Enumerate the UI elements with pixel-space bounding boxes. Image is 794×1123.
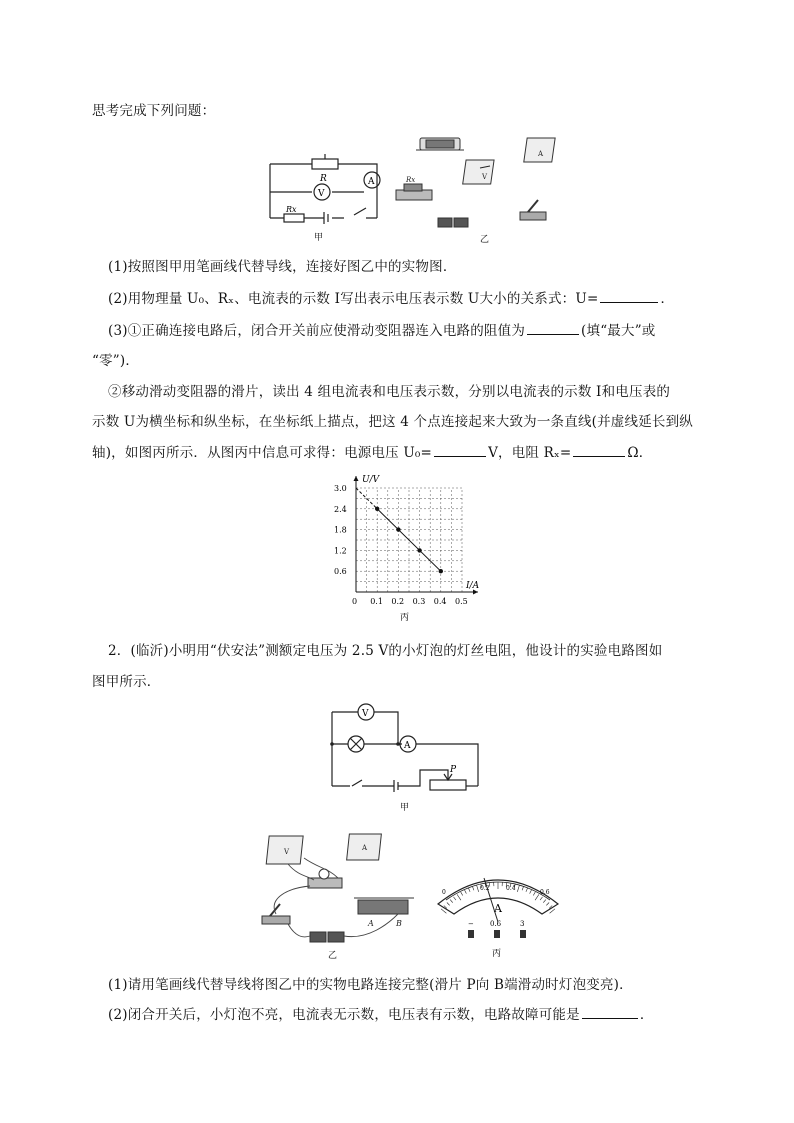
answer-blank-rx[interactable] xyxy=(573,444,625,457)
x-axis-label: I/A xyxy=(466,581,480,591)
dial-label-0-4: 0.4 xyxy=(506,885,516,892)
q1-part4c-end: Ω． xyxy=(627,445,653,461)
q1-part3a-text: (3)①正确连接电路后，闭合开关前应使滑动变阻器连入电路的阻值为 xyxy=(108,323,526,339)
svg-text:V: V xyxy=(482,173,488,181)
y-tick-label: 3.0 xyxy=(334,484,347,493)
resistor-r-label: R xyxy=(320,174,327,184)
y-axis-arrow xyxy=(354,476,359,481)
dial-tick xyxy=(550,909,555,913)
data-point xyxy=(439,569,443,573)
fig-yi-caption: 乙 xyxy=(480,235,490,244)
q1-part1: (1)按照图甲用笔画线代替导线，连接好图乙中的实物图． xyxy=(108,259,457,275)
y-tick-label: 1.2 xyxy=(334,546,347,556)
q2-voltmeter-label: V xyxy=(362,709,369,719)
q1-part2 xyxy=(108,290,674,308)
q1-part3b: “零”)． xyxy=(92,353,140,369)
svg-text:A: A xyxy=(538,150,544,158)
battery-icon xyxy=(438,218,468,227)
terminal-0-6: 0.6 xyxy=(490,920,502,928)
dial-unit: A xyxy=(494,902,502,915)
u-i-graph xyxy=(330,474,490,626)
bulb-icon xyxy=(308,869,342,888)
q2-fig-yi-caption: 乙 xyxy=(328,951,338,960)
q2-part2-text: (2)闭合开关后，小灯泡不亮，电流表无示数，电压表有示数，电路故障可能是 xyxy=(108,1007,580,1023)
x-tick-label: 0.4 xyxy=(433,597,447,606)
voltmeter-label: V xyxy=(318,189,325,199)
x-tick-label: 0 xyxy=(352,597,358,606)
q1-circuit-diagram-jia xyxy=(262,150,392,245)
answer-blank-u0[interactable] xyxy=(434,444,486,457)
ammeter-icon xyxy=(524,138,555,162)
y-tick-label: 2.4 xyxy=(334,504,347,514)
chart-caption: 丙 xyxy=(400,613,410,623)
q2-part2-end: ． xyxy=(639,1007,654,1023)
slider-p-label: P xyxy=(450,765,457,775)
svg-text:Rx: Rx xyxy=(406,176,416,184)
rheostat-b-end: B xyxy=(396,919,402,928)
data-point xyxy=(396,527,400,531)
dial-label-0-2: 0.2 xyxy=(480,885,490,892)
y-axis-label: U/V xyxy=(362,475,380,485)
rheostat-icon xyxy=(416,138,464,150)
voltmeter-icon xyxy=(463,160,494,184)
q2-part2 xyxy=(108,1006,654,1024)
rheostat-a-end: A xyxy=(368,919,374,928)
x-tick-label: 0.1 xyxy=(370,597,383,606)
q2-circuit-diagram-jia xyxy=(322,700,484,815)
q2-ammeter-label: A xyxy=(404,741,411,751)
x-tick-label: 0.2 xyxy=(391,597,405,606)
resistor-rx-icon xyxy=(396,176,432,200)
q1-part3a-end: (填“最大”或 xyxy=(581,323,656,339)
dial-label-0: 0 xyxy=(442,889,446,896)
answer-blank-u[interactable] xyxy=(600,290,658,303)
q2-part1: (1)请用笔画线代替导线将图乙中的实物电路连接完整(滑片 P向 B端滑动时灯泡变亮)． xyxy=(108,977,633,993)
ammeter-label: A xyxy=(368,177,375,187)
q1-part4c-mid: V，电阻 Rₓ= xyxy=(488,445,572,461)
q2-fig-bing-caption: 丙 xyxy=(492,949,502,959)
q1-part2-text: (2)用物理量 U₀、Rₓ、电流表的示数 I写出表示电压表示数 U大小的关系式：U= xyxy=(108,291,599,307)
data-point xyxy=(417,548,421,552)
answer-blank-fault[interactable] xyxy=(582,1006,638,1019)
q1-part4c-text: 轴)，如图丙所示．从图丙中信息可求得：电源电压 U₀= xyxy=(92,445,433,461)
svg-text:A: A xyxy=(362,844,368,852)
q2-apparatus-yi xyxy=(258,828,418,960)
data-point xyxy=(375,507,379,511)
ammeter-dial-bing xyxy=(432,860,564,960)
terminal-3: 3 xyxy=(520,920,525,928)
dial-label-0-6: 0.6 xyxy=(540,889,550,896)
q2-rheostat-icon xyxy=(354,898,414,914)
y-tick-label: 1.8 xyxy=(334,525,347,535)
x-tick-label: 0.3 xyxy=(412,597,426,606)
q1-part4c xyxy=(92,444,653,462)
terminal-negative: − xyxy=(468,920,474,928)
q1-intro: 思考完成下列问题： xyxy=(92,103,216,119)
x-tick-label: 0.5 xyxy=(455,597,468,606)
switch-icon xyxy=(520,200,546,220)
q1-part4a: ②移动滑动变阻器的滑片，读出 4 组电流表和电压表示数，分别以电流表的示数 I和电压表的 xyxy=(108,384,671,400)
q1-part4b: 示数 U为横坐标和纵坐标，在坐标纸上描点，把这 4 个点连接起来大致为一条直线(并虚线延长到纵 xyxy=(92,414,694,430)
q2-stem-line2: 图甲所示． xyxy=(92,674,161,690)
rx-label: Rx xyxy=(286,205,297,214)
y-tick-label: 0.6 xyxy=(334,567,347,577)
svg-text:V: V xyxy=(284,848,290,856)
dial-tick xyxy=(441,909,446,913)
q1-apparatus-yi xyxy=(392,132,572,244)
fig-jia-caption: 甲 xyxy=(314,233,324,243)
q1-part3a xyxy=(108,322,656,340)
q2-battery-icon xyxy=(310,932,344,942)
q2-stem-line1: 2．(临沂)小明用“伏安法”测额定电压为 2.5 V的小灯泡的灯丝电阻，他设计的实验电路图如 xyxy=(108,643,663,659)
q2-fig-jia-caption: 甲 xyxy=(400,803,410,813)
q1-part2-end: ． xyxy=(660,291,675,307)
answer-blank-resistance[interactable] xyxy=(527,322,579,335)
